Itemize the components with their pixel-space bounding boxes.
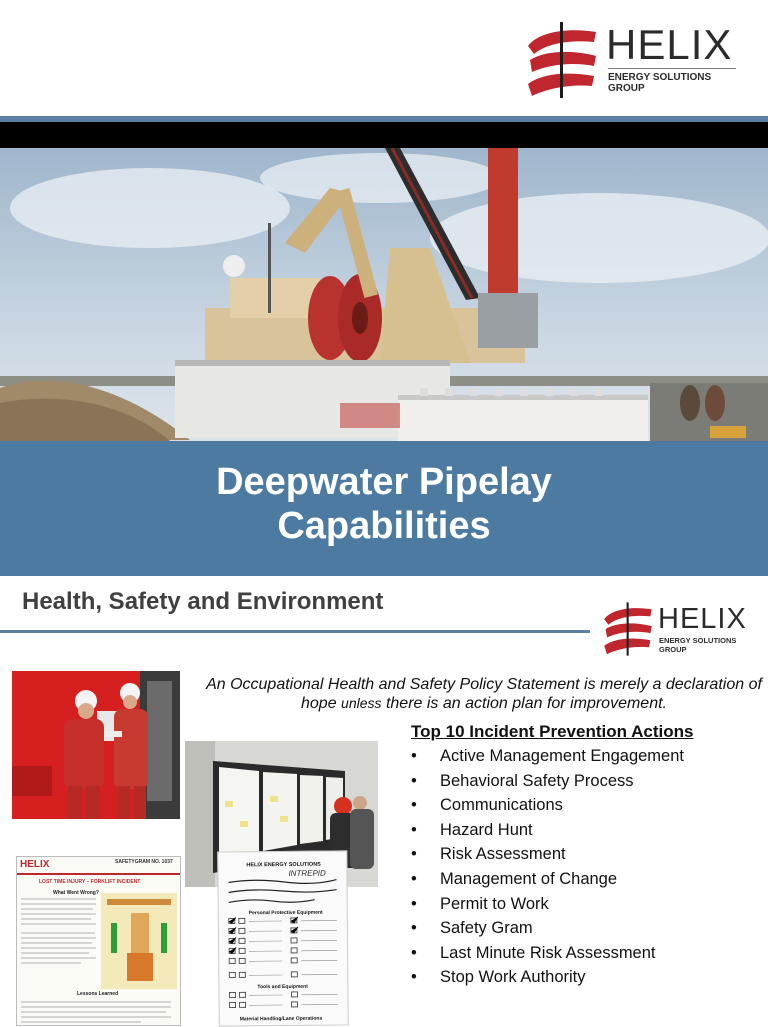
- hse-heading-rule: [0, 630, 590, 633]
- actions-list: [411, 744, 684, 990]
- checklist-ppe: Personal Protective Equipment: [249, 910, 323, 917]
- helix-logo-mark-icon: [600, 601, 656, 657]
- form-section: What Went Wrong?: [53, 890, 99, 896]
- helix-logo-small: [600, 601, 760, 659]
- policy-quote: [206, 675, 762, 713]
- helix-wordmark: HELIX: [658, 604, 747, 634]
- quote-unless: unless: [341, 695, 381, 711]
- list-item: • Permit to Work: [411, 892, 684, 917]
- list-item: • Last Minute Risk Assessment: [411, 941, 684, 966]
- form-subtitle: LOST TIME INJURY – FORKLIFT INCIDENT: [39, 879, 140, 885]
- workers-photo: [12, 671, 180, 819]
- bullet-icon: •: [411, 769, 440, 794]
- actions-list-title: Top 10 Incident Prevention Actions: [411, 722, 693, 742]
- helix-subline: ENERGY SOLUTIONS GROUP: [659, 636, 760, 654]
- safetygram-form: [16, 856, 181, 1026]
- helix-subline: ENERGY SOLUTIONS GROUP: [608, 72, 742, 94]
- bullet-icon: •: [411, 892, 440, 917]
- bullet-icon: •: [411, 916, 440, 941]
- list-item: • Behavioral Safety Process: [411, 769, 684, 794]
- helix-wordmark: HELIX: [606, 24, 732, 66]
- quote-part-1: An Occupational Health and Safety Policy Statement is merely a declaration of hope: [206, 676, 762, 712]
- title-line-2: Capabilities: [0, 504, 768, 548]
- list-item: • Hazard Hunt: [411, 818, 684, 843]
- checklist-tools: Tools and Equipment: [257, 984, 308, 990]
- checklist-vessel: INTREPID: [288, 869, 325, 878]
- helix-logo-mark-icon: [522, 20, 602, 100]
- helix-logo: [522, 20, 742, 100]
- list-item: • Risk Assessment: [411, 842, 684, 867]
- bullet-icon: •: [411, 965, 440, 990]
- form-footer: Lessons Learned: [77, 991, 118, 997]
- form-header: SAFETYGRAM NO. 1037: [115, 859, 173, 865]
- bullet-icon: •: [411, 867, 440, 892]
- checklist-form: [217, 850, 349, 1026]
- list-item: • Management of Change: [411, 867, 684, 892]
- bullet-icon: •: [411, 744, 440, 769]
- form-helix-logo: HELIX: [20, 859, 49, 870]
- hse-heading: Health, Safety and Environment: [22, 588, 383, 616]
- title-line-1: Deepwater Pipelay: [0, 460, 768, 504]
- list-item: • Stop Work Authority: [411, 965, 684, 990]
- bullet-icon: •: [411, 793, 440, 818]
- quote-part-2: there is an action plan for improvement.: [382, 695, 667, 712]
- header-black-bar: [0, 122, 768, 148]
- bullet-icon: •: [411, 941, 440, 966]
- list-item: • Safety Gram: [411, 916, 684, 941]
- bullet-icon: •: [411, 818, 440, 843]
- list-item: • Active Management Engagement: [411, 744, 684, 769]
- bullet-icon: •: [411, 842, 440, 867]
- slide-title: [0, 460, 768, 548]
- checklist-material: Material Handling/Lane Operations: [240, 1016, 323, 1023]
- list-item: • Communications: [411, 793, 684, 818]
- checklist-heading: HELIX ENERGY SOLUTIONS: [246, 862, 321, 869]
- pipelay-vessel-photo: [0, 148, 768, 441]
